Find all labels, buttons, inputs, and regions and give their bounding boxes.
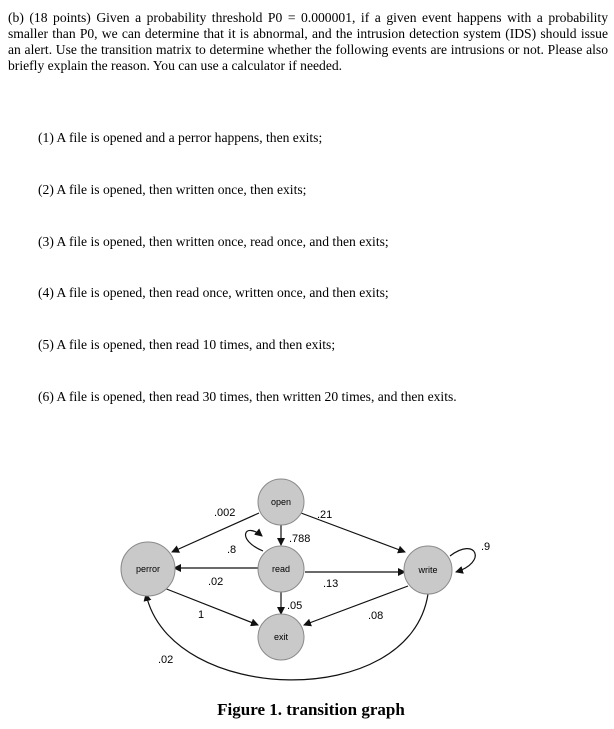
label-write-perror: .02	[158, 654, 174, 666]
label-read-read: .8	[227, 544, 237, 556]
node-open-label: open	[270, 497, 292, 507]
question-item-1: (1) A file is opened and a perror happens, then exits;	[38, 130, 323, 145]
node-write-label: write	[418, 565, 438, 575]
label-write-write: .9	[481, 541, 491, 553]
label-open-write: .21	[317, 509, 333, 521]
label-read-exit: .05	[287, 600, 303, 612]
edge-write-write	[450, 549, 475, 572]
label-read-perror: .02	[208, 576, 224, 588]
question-item-4: (4) A file is opened, then read once, written once, and then exits;	[38, 285, 389, 300]
node-read-label: read	[271, 564, 291, 574]
label-read-write: .13	[323, 578, 339, 590]
edge-write-exit	[304, 586, 408, 625]
edge-perror-exit	[164, 588, 258, 625]
question-item-2: (2) A file is opened, then written once, then exits;	[38, 182, 307, 197]
label-perror-exit: 1	[198, 609, 205, 621]
edge-read-read	[246, 530, 263, 551]
figure-caption-text: Figure 1. transition graph	[217, 700, 405, 719]
question-item-3: (3) A file is opened, then written once, read once, and then exits;	[38, 234, 389, 249]
label-open-perror: .002	[214, 507, 236, 519]
label-write-exit: .08	[368, 610, 384, 622]
question-item-6: (6) A file is opened, then read 30 times, then written 20 times, and then exits.	[38, 389, 457, 404]
label-open-read: .788	[289, 533, 311, 545]
node-perror-label: perror	[135, 564, 161, 574]
question-item-5: (5) A file is opened, then read 10 times, and then exits;	[38, 337, 336, 352]
figure-caption	[0, 700, 614, 720]
node-exit-label: exit	[273, 632, 289, 642]
question-text: (b) (18 points) Given a probability threshold P0 = 0.000001, if a given event happens with a probability smaller than P0, we can determine that it is abnormal, and the intrusion detection system (IDS) should issue an alert. Use the transition matrix to determine whether the following events are intrusions or not. Please also briefly explain the reason. You can use a calculator if needed.	[8, 10, 608, 73]
